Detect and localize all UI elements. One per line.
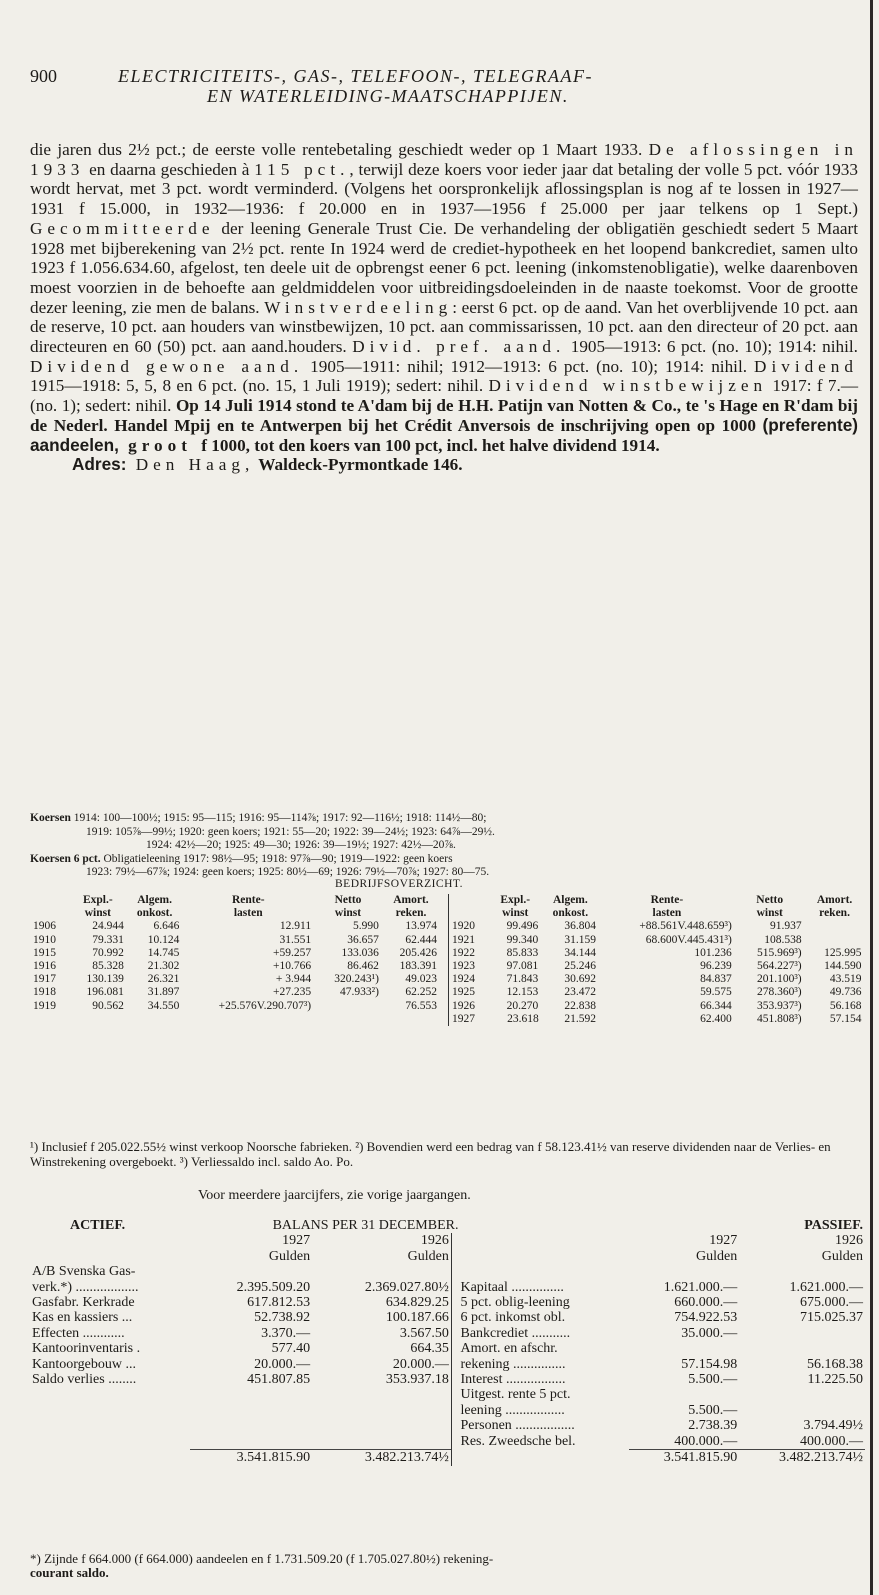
spaced-heading-aflossingen: De aflossingen in 1933 (30, 140, 858, 179)
value-cell: 85.328 (92, 960, 124, 973)
passief-item: Amort. en afschr. (460, 1341, 558, 1357)
passief-heading: PASSIEF. (804, 1218, 863, 1233)
total-value: 3.482.213.74½ (739, 1450, 865, 1466)
value-cell: 71.843 (506, 973, 539, 986)
value-cell: 2.395.509.20 (236, 1279, 311, 1295)
unit-header: Gulden (268, 1248, 311, 1264)
value-cell: 49.736 (829, 986, 862, 999)
table-row (449, 960, 865, 973)
balans-row (30, 1280, 865, 1295)
value-cell: 31.551 (279, 933, 312, 946)
value-cell: + 3.944 (275, 973, 312, 986)
year-cell: 1923 (452, 960, 475, 973)
table-row (449, 973, 865, 986)
year-cell: 1917 (33, 973, 56, 986)
value-cell: 3.567.50 (399, 1325, 449, 1341)
spaced-groot: groot (118, 435, 202, 455)
koersen-obligatie-label: Koersen 6 pct. (30, 852, 101, 865)
value-cell: 715.025.37 (800, 1310, 863, 1326)
value-cell: 278.360³) (756, 986, 802, 999)
value-cell: 26.321 (147, 973, 180, 986)
balans-year-row (30, 1233, 865, 1248)
adres-city: Den Haag, (126, 455, 255, 475)
year-cell: 1915 (33, 946, 56, 959)
actief-item: Effecten ............ (32, 1325, 125, 1341)
unit-header: Gulden (407, 1248, 449, 1264)
value-cell: 664.35 (410, 1341, 449, 1357)
value-cell: 617.812.53 (247, 1295, 311, 1311)
passief-item: rekening ............... (460, 1356, 566, 1372)
value-cell: 62.444 (405, 933, 437, 946)
col-header: Algem. (137, 894, 172, 906)
passief-item: Personen ................. (460, 1418, 575, 1434)
bedrijfsoverzicht-title: BEDRIJFSOVERZICHT. (335, 878, 463, 890)
balans-total-row (30, 1450, 865, 1466)
value-cell (190, 1264, 312, 1279)
value-cell: 577.40 (271, 1341, 311, 1357)
value-cell: +27.235 (273, 986, 312, 999)
year-header: 1927 (709, 1233, 738, 1249)
year-cell: 1927 (452, 1012, 475, 1025)
passief-item: Res. Zweedsche bel. (460, 1433, 576, 1449)
balans-row (30, 1372, 865, 1387)
col-header: winst (756, 907, 783, 920)
text-run: , terwijl deze koers voor ieder jaar dat betaling der volle 5 pct. vóór 1933 wordt hervat, met 3 pct. wordt verminderd. (Volgens het oorspronkelijk aflossingsplan is nog af te lossen in 1927—1931 f 15.000, in 1932—1936: f 20.000 en in 1937—1956 f 25.000 per jaar telkens op 1 Sept.) (30, 159, 858, 219)
text-run: en daarna geschieden à (84, 159, 255, 179)
col-header: winst (84, 907, 111, 920)
value-cell: 59.575 (700, 986, 732, 999)
value-cell (739, 1341, 865, 1356)
passief-item: 5 pct. oblig-leening (460, 1295, 570, 1311)
footnote-text: ¹) Inclusief f 205.022.55½ winst verkoop Noorsche fabrieken. ²) Bovendien werd een bedrag van f 58.123.41½ van reserve dividenden naar de Verlies- en Winstrekening overgeboekt. ³) Verliessaldo incl. saldo Ao. Po. (30, 1139, 831, 1169)
bedrijf-header-row (449, 894, 865, 907)
passief-item: 6 pct. inkomst obl. (460, 1310, 566, 1326)
year-cell: 1925 (452, 986, 475, 999)
balans-table (30, 1218, 865, 1466)
value-cell: 196.081 (86, 986, 124, 999)
year-cell: 1906 (33, 920, 56, 933)
bedrijf-header-row (449, 907, 865, 920)
value-cell: 14.745 (147, 946, 180, 959)
text-run: : eerst 6 pct. op de aand. Van het overblijvende 10 pct. aan de reserve, 10 pct. aan houders van winstbewijzen, 10 pct. aan commissarissen, 10 pct. aan den directeur of 20 pct. aan directeuren en 60 (50) pct. aan aand.houders. (30, 297, 858, 357)
col-header: onkost. (136, 907, 173, 920)
year-cell: 1926 (452, 999, 475, 1012)
value-cell: 100.187.66 (385, 1310, 449, 1326)
koersen-text: 1923: 79½—67⅞; 1924: geen koers; 1925: 80½—69; 1926: 79½—70⅞; 1927: 80—75. (86, 866, 490, 879)
value-cell: 91.937 (770, 920, 802, 933)
value-cell: 20.270 (506, 999, 539, 1012)
value-cell: 564.227³) (756, 960, 802, 973)
koersen-text: 1914: 100—100½; 1915: 95—115; 1916: 95—114⅞; 1917: 92—116½; 1918: 114½—80; (70, 812, 487, 824)
table-row (30, 960, 440, 973)
actief-item: Gasfabr. Kerkrade (32, 1295, 135, 1311)
value-cell: 84.837 (700, 973, 732, 986)
value-cell: 85.833 (506, 946, 539, 959)
value-cell: 205.426 (399, 946, 437, 959)
adres-line (30, 455, 858, 475)
table-row (449, 1013, 865, 1026)
value-cell: 22.838 (564, 999, 596, 1012)
balans-title-row (30, 1218, 865, 1233)
value-cell: 353.937³) (756, 999, 802, 1012)
spaced-115-pct: 115 pct. (254, 159, 350, 179)
page-edge-rule (870, 0, 873, 1595)
value-cell: 130.139 (86, 973, 124, 986)
value-cell: 10.124 (147, 933, 180, 946)
value-cell: 5.500.— (688, 1402, 738, 1418)
value-cell: +10.766 (273, 960, 312, 973)
value-cell: 47.933²) (340, 986, 379, 999)
year-cell: 1910 (33, 933, 56, 946)
value-cell: 183.391 (399, 960, 437, 973)
col-header: winst (502, 907, 529, 920)
value-cell: 320.243¹) (334, 973, 379, 986)
value-cell: +88.561V.448.659³) (639, 920, 732, 933)
value-cell: 108.538 (764, 933, 802, 946)
value-cell (629, 1264, 740, 1279)
koersen-text: 1919: 105⅞—99½; 1920: geen koers; 1921: 55—20; 1922: 39—24½; 1923: 64⅞—29½. (86, 825, 495, 838)
actief-item: Kantoorgebouw ... (32, 1356, 136, 1372)
value-cell: 30.692 (564, 973, 596, 986)
col-header: winst (334, 907, 362, 920)
value-cell: 2.738.39 (688, 1418, 738, 1434)
year-cell: 1920 (452, 920, 475, 933)
koersen-block (30, 812, 865, 880)
passief-item (458, 1264, 628, 1279)
passief-item: Kapitaal ............... (460, 1279, 564, 1295)
text-run: die jaren dus 2½ pct.; de eerste volle rentebetaling geschiedt weder op 1 Maart 1933. (30, 140, 649, 159)
balans-row (30, 1434, 865, 1450)
text-run: 1915—1918: 5, 5, 8 en 6 pct. (no. 15, 1 Juli 1919); sedert: nihil. (30, 376, 489, 396)
footnote-line: courant saldo. (30, 1565, 109, 1580)
table-row (30, 986, 440, 999)
value-cell: 675.000.— (800, 1295, 863, 1311)
value-cell: 353.937.18 (385, 1372, 449, 1388)
balans-row (30, 1310, 865, 1325)
value-cell: 12.911 (279, 920, 312, 933)
balans-row (30, 1326, 865, 1341)
value-cell: 1.621.000.— (789, 1279, 863, 1295)
value-cell: 11.225.50 (807, 1372, 863, 1388)
value-cell: 754.922.53 (674, 1310, 738, 1326)
balans-row (30, 1295, 865, 1310)
spaced-heading-gecommitteerde: Gecommitteerde (30, 218, 215, 238)
actief-item: A/B Svenska Gas- (32, 1264, 136, 1280)
value-cell: 97.081 (506, 960, 539, 973)
page (30, 0, 865, 1595)
value-cell: 34.550 (147, 999, 180, 1012)
spaced-heading-div-pref: Divid. pref. aand. (352, 337, 566, 357)
spaced-heading-div-winstbewijzen: Dividend winstbewijzen (488, 376, 768, 396)
value-cell: 515.969³) (756, 946, 802, 959)
value-cell: 101.236 (694, 946, 732, 959)
col-header: Amort. (393, 894, 429, 906)
table-row (449, 947, 865, 960)
balans-row (30, 1418, 865, 1433)
actief-item: Saldo verlies ........ (32, 1372, 137, 1388)
value-cell: 76.553 (405, 999, 437, 1012)
col-header: lasten (652, 907, 682, 920)
value-cell: 36.657 (347, 933, 379, 946)
table-row (30, 934, 440, 947)
value-cell: +25.576V.290.707³) (218, 999, 312, 1012)
table-row (30, 973, 440, 986)
running-title-line2: EN WATERLEIDING-MAATSCHAPPIJEN. (207, 86, 569, 106)
spaced-heading-winstverdeeling: Winstverdeeling (264, 297, 453, 317)
value-cell: 31.159 (564, 933, 596, 946)
value-cell (739, 1264, 865, 1279)
value-cell: 96.239 (700, 960, 732, 973)
year-header: 1927 (282, 1233, 311, 1249)
text-run: 1917: f 7.— (no. 1); sedert: nihil. (30, 376, 859, 416)
value-cell: 1.621.000.— (663, 1279, 738, 1295)
table-row (449, 934, 865, 947)
value-cell: 99.340 (506, 933, 539, 946)
year-cell: 1918 (33, 986, 56, 999)
year-cell: 1916 (33, 960, 56, 973)
koersen-obligatie-line (30, 853, 865, 867)
value-cell: 13.974 (405, 920, 437, 933)
value-cell: 400.000.— (800, 1433, 863, 1449)
value-cell: 144.590 (824, 960, 862, 973)
year-cell: 1919 (33, 999, 56, 1012)
table-row (30, 920, 440, 933)
value-cell: 56.168.38 (807, 1356, 863, 1372)
balans-row (30, 1387, 865, 1402)
zie-vorige-jaargangen: Voor meerdere jaarcijfers, zie vorige jaargangen. (198, 1188, 471, 1203)
value-cell: 133.036 (341, 946, 379, 959)
koersen-text: 1924: 42½—20; 1925: 49—30; 1926: 39—19½; 1927: 42½—20⅞. (146, 839, 456, 852)
col-header: Rente- (650, 894, 684, 906)
value-cell (739, 1387, 865, 1402)
value-cell: 5.500.— (688, 1372, 738, 1388)
footnote-line: *) Zijnde f 664.000 (f 664.000) aandeelen en f 1.731.509.20 (f 1.705.027.80½) rekening- (30, 1551, 494, 1566)
unit-header: Gulden (821, 1248, 863, 1264)
value-cell: 23.618 (507, 1012, 539, 1025)
value-cell: 125.995 (824, 946, 862, 959)
value-cell: 99.496 (506, 920, 539, 933)
total-value: 3.541.815.90 (629, 1450, 740, 1466)
total-value: 3.482.213.74½ (312, 1450, 451, 1466)
spaced-heading-div-gewone: Dividend gewone aand. (30, 356, 304, 376)
value-cell: 21.302 (147, 960, 180, 973)
value-cell: 68.600V.445.431³) (645, 933, 732, 946)
adres-label: Adres: (72, 454, 127, 475)
balans-row (30, 1264, 865, 1279)
value-cell: 86.462 (347, 960, 379, 973)
actief-item: verk.*) .................. (32, 1279, 139, 1295)
bedrijf-table-right (448, 894, 865, 1026)
value-cell: 12.153 (506, 986, 539, 999)
value-cell: 79.331 (92, 933, 124, 946)
year-header: 1926 (835, 1233, 863, 1249)
col-header: onkost. (552, 907, 589, 920)
table-row (30, 947, 440, 960)
balans (30, 1218, 865, 1466)
bedrijf-header-row (30, 907, 440, 920)
col-header: reken. (819, 907, 850, 920)
passief-item: leening ................. (460, 1402, 565, 1418)
spaced-heading-dividend: Dividend (754, 356, 858, 376)
value-cell: 57.154 (829, 1012, 862, 1025)
value-cell: 34.144 (564, 946, 596, 959)
passief-item: Bankcrediet ........... (460, 1325, 571, 1341)
value-cell: 634.829.25 (385, 1295, 449, 1311)
col-header: Rente- (231, 894, 265, 906)
value-cell: 52.738.92 (254, 1310, 311, 1326)
value-cell: 6.646 (153, 920, 180, 933)
balans-row (30, 1403, 865, 1418)
value-cell: 5.990 (353, 920, 379, 933)
value-cell (314, 1000, 382, 1013)
col-header: lasten (233, 907, 263, 920)
actief-item: Kas en kassiers ... (32, 1310, 133, 1326)
value-cell (312, 1264, 451, 1279)
col-header: Netto (334, 894, 362, 906)
table-row (449, 1000, 865, 1013)
value-cell: 400.000.— (674, 1433, 738, 1449)
value-cell: 31.897 (147, 986, 180, 999)
text-run: 1905—1911: nihil; 1912—1913: 6 pct. (no. 10); 1914: nihil. (303, 356, 755, 376)
value-cell: 49.023 (405, 973, 437, 986)
table-row (449, 986, 865, 999)
year-cell: 1922 (452, 946, 475, 959)
running-title-line1: ELECTRICITEITS-, GAS-, TELEFOON-, TELEGRAAF- (118, 66, 593, 86)
value-cell: 43.519 (829, 973, 862, 986)
total-value: 3.541.815.90 (190, 1450, 312, 1466)
value-cell (629, 1341, 740, 1356)
value-cell: 3.794.49½ (803, 1418, 863, 1434)
balans-title: BALANS PER 31 DECEMBER. (272, 1218, 459, 1233)
col-header: Expl.- (82, 894, 113, 906)
value-cell: 660.000.— (674, 1295, 738, 1311)
koersen-text: Obligatieleening 1917: 98½—95; 1918: 97⅞—90; 1919—1922: geen koers (100, 852, 453, 865)
unit-header: Gulden (696, 1248, 738, 1264)
value-cell: 20.000.— (254, 1356, 311, 1372)
preferente-aandeelen: (preferente) aandeelen, (30, 414, 858, 455)
actief-item: Kantoorinventaris . (32, 1341, 141, 1357)
value-cell: 20.000.— (392, 1356, 449, 1372)
value-cell: 3.370.— (261, 1325, 311, 1341)
main-paragraph (30, 140, 858, 455)
value-cell: 25.246 (564, 960, 596, 973)
koersen-line (30, 812, 865, 826)
value-cell: 56.168 (829, 999, 862, 1012)
year-cell: 1921 (452, 933, 475, 946)
actief-heading: ACTIEF. (70, 1218, 126, 1233)
bedrijf-table-left (30, 894, 440, 1013)
col-header: Netto (756, 894, 784, 906)
table-row (449, 920, 865, 933)
text-run: der leening Generale Trust Cie. De verhandeling der obligatiën geschiedt sedert 5 Maart 1928 met bijberekening van 2½ pct. rente In 1924 werd de crediet-hypotheek en het loopend bankcrediet, samen ulto 1923 f 1.056.634.60, afgelost, ten deele uit de opbrengst eener 6 pct. leening (inkomstenobligatie), welke daarenboven moest voorzien in de behoefte aan geldmiddelen voor uitbreidingsdoeleinden in de naaste toekomst. Voor de grootte dezer leening, zie men de balans. (30, 218, 858, 317)
value-cell: 62.400 (700, 1012, 732, 1025)
value-cell: 36.804 (564, 920, 596, 933)
bedrijf-header-row (30, 894, 440, 907)
balans-row (30, 1341, 865, 1356)
value-cell: 21.592 (564, 1012, 596, 1025)
value-cell: 24.944 (92, 920, 124, 933)
year-cell: 1924 (452, 973, 475, 986)
body-text (30, 140, 858, 475)
value-cell: 66.344 (700, 999, 732, 1012)
value-cell (739, 1326, 865, 1341)
passief-item: Uitgest. rente 5 pct. (460, 1387, 571, 1403)
value-cell (739, 1403, 865, 1418)
value-cell (629, 1387, 740, 1402)
col-header: Amort. (816, 894, 853, 906)
passief-item: Interest ................. (460, 1372, 566, 1388)
table-row (30, 1000, 440, 1013)
value-cell: 451.807.85 (247, 1372, 311, 1388)
text-run: 1905—1913: 6 pct. (no. 10); 1914: nihil. (565, 337, 858, 357)
value-cell: +59.257 (273, 946, 312, 959)
value-cell: 2.369.027.80½ (364, 1279, 449, 1295)
bold-run: f 1000, tot den koers van 100 pct, incl. het halve dividend 1914. (201, 435, 660, 455)
adres-street: Waldeck-Pyrmontkade 146. (254, 455, 463, 475)
value-cell: 35.000.— (681, 1325, 738, 1341)
year-header: 1926 (420, 1233, 449, 1249)
footnotes (30, 1140, 865, 1169)
value-cell: 70.992 (92, 946, 124, 959)
value-cell: 201.100³) (756, 973, 802, 986)
bold-run: Op 14 Juli 1914 stond te A'dam bij de H.H. Patijn van Notten & Co., te 's Hage en R'dam bij de Nederl. Handel Mpij en te Antwerpen bij het Crédit Anversois de inschrijving open op 1000 (30, 396, 858, 435)
balans-row (30, 1357, 865, 1372)
balans-unit-row (30, 1249, 865, 1264)
col-header: Expl.- (500, 894, 531, 906)
col-header: Algem. (552, 894, 588, 906)
value-cell: 57.154.98 (681, 1356, 738, 1372)
page-number: 900 (30, 66, 57, 86)
koersen-label: Koersen (30, 812, 71, 824)
col-header: reken. (395, 907, 427, 920)
balans-footnote (30, 1552, 865, 1580)
value-cell: 62.252 (405, 986, 437, 999)
value-cell: 90.562 (92, 999, 124, 1012)
value-cell: 23.472 (564, 986, 596, 999)
value-cell: 451.808³) (756, 1012, 802, 1025)
